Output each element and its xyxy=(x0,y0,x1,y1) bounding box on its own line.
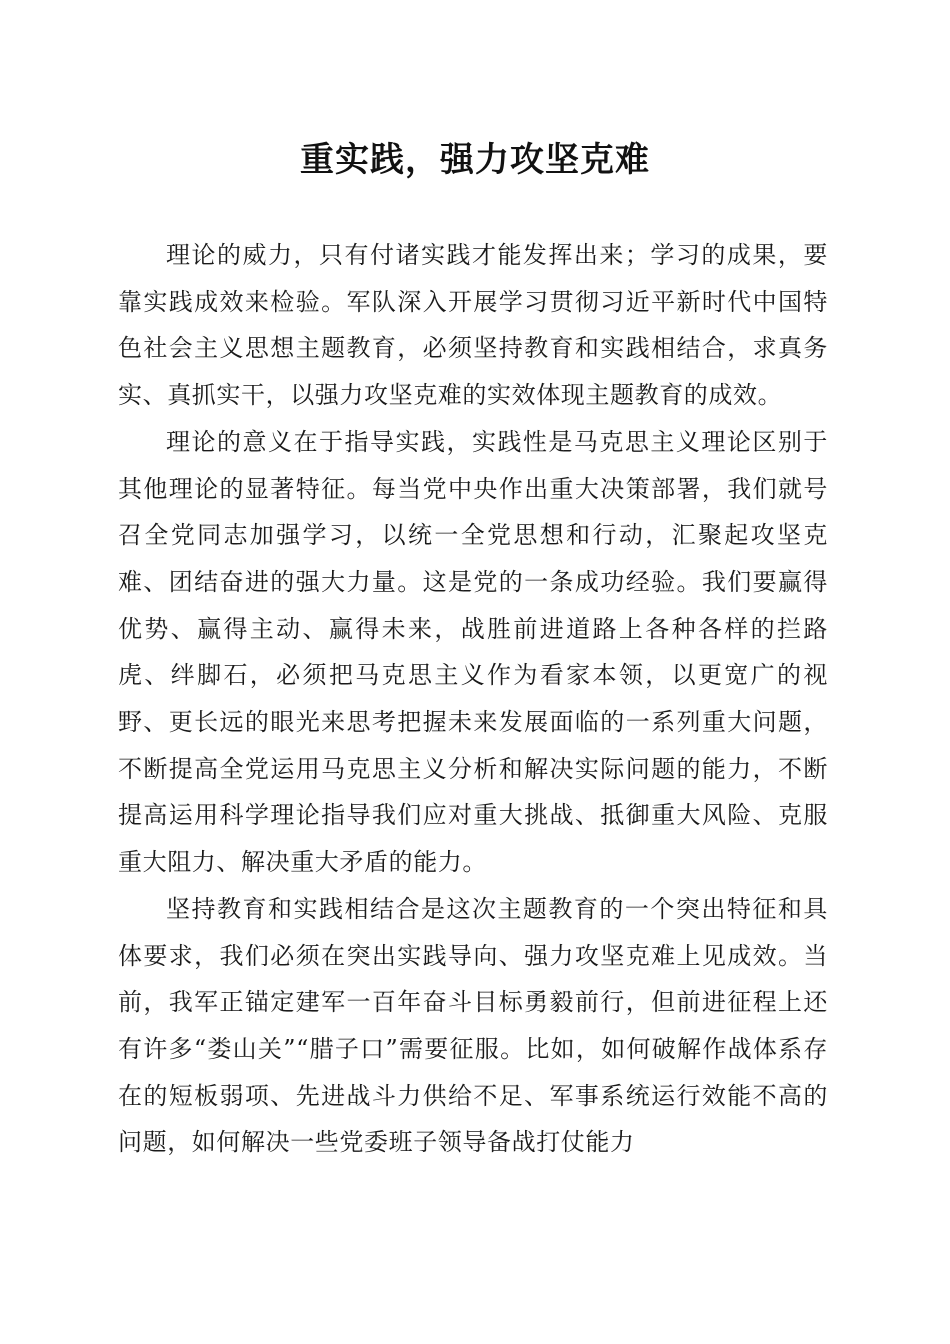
paragraph-1: 理论的威力，只有付诸实践才能发挥出来；学习的成果，要靠实践成效来检验。军队深入开展学习贯彻习近平新时代中国特色社会主义思想主题教育，必须坚持教育和实践相结合，求真务实、真抓实干，以强力攻坚克难的实效体现主题教育的成效。 xyxy=(118,241,828,410)
document-title: 重实践，强力攻坚克难 xyxy=(300,140,650,180)
paragraph-3: 坚持教育和实践相结合是这次主题教育的一个突出特征和具体要求，我们必须在突出实践导向、强力攻坚克难上见成效。当前，我军正锚定建军一百年奋斗目标勇毅前行，但前进征程上还有许多“娄山关”“腊子口”需要征服。比如，如何破解作战体系存在的短板弱项、先进战斗力供给不足、军事系统运行效能不高的问题，如何解决一些党委班子领导备战打仗能力 xyxy=(118,894,828,1157)
document-body xyxy=(118,232,828,1166)
paragraph-2: 理论的意义在于指导实践，实践性是马克思主义理论区别于其他理论的显著特征。每当党中央作出重大决策部署，我们就号召全党同志加强学习，以统一全党思想和行动，汇聚起攻坚克难、团结奋进的强大力量。这是党的一条成功经验。我们要赢得优势、赢得主动、赢得未来，战胜前进道路上各种各样的拦路虎、绊脚石，必须把马克思主义作为看家本领，以更宽广的视野、更长远的眼光来思考把握未来发展面临的一系列重大问题，不断提高全党运用马克思主义分析和解决实际问题的能力，不断提高运用科学理论指导我们应对重大挑战、抵御重大风险、克服重大阻力、解决重大矛盾的能力。 xyxy=(118,427,828,877)
